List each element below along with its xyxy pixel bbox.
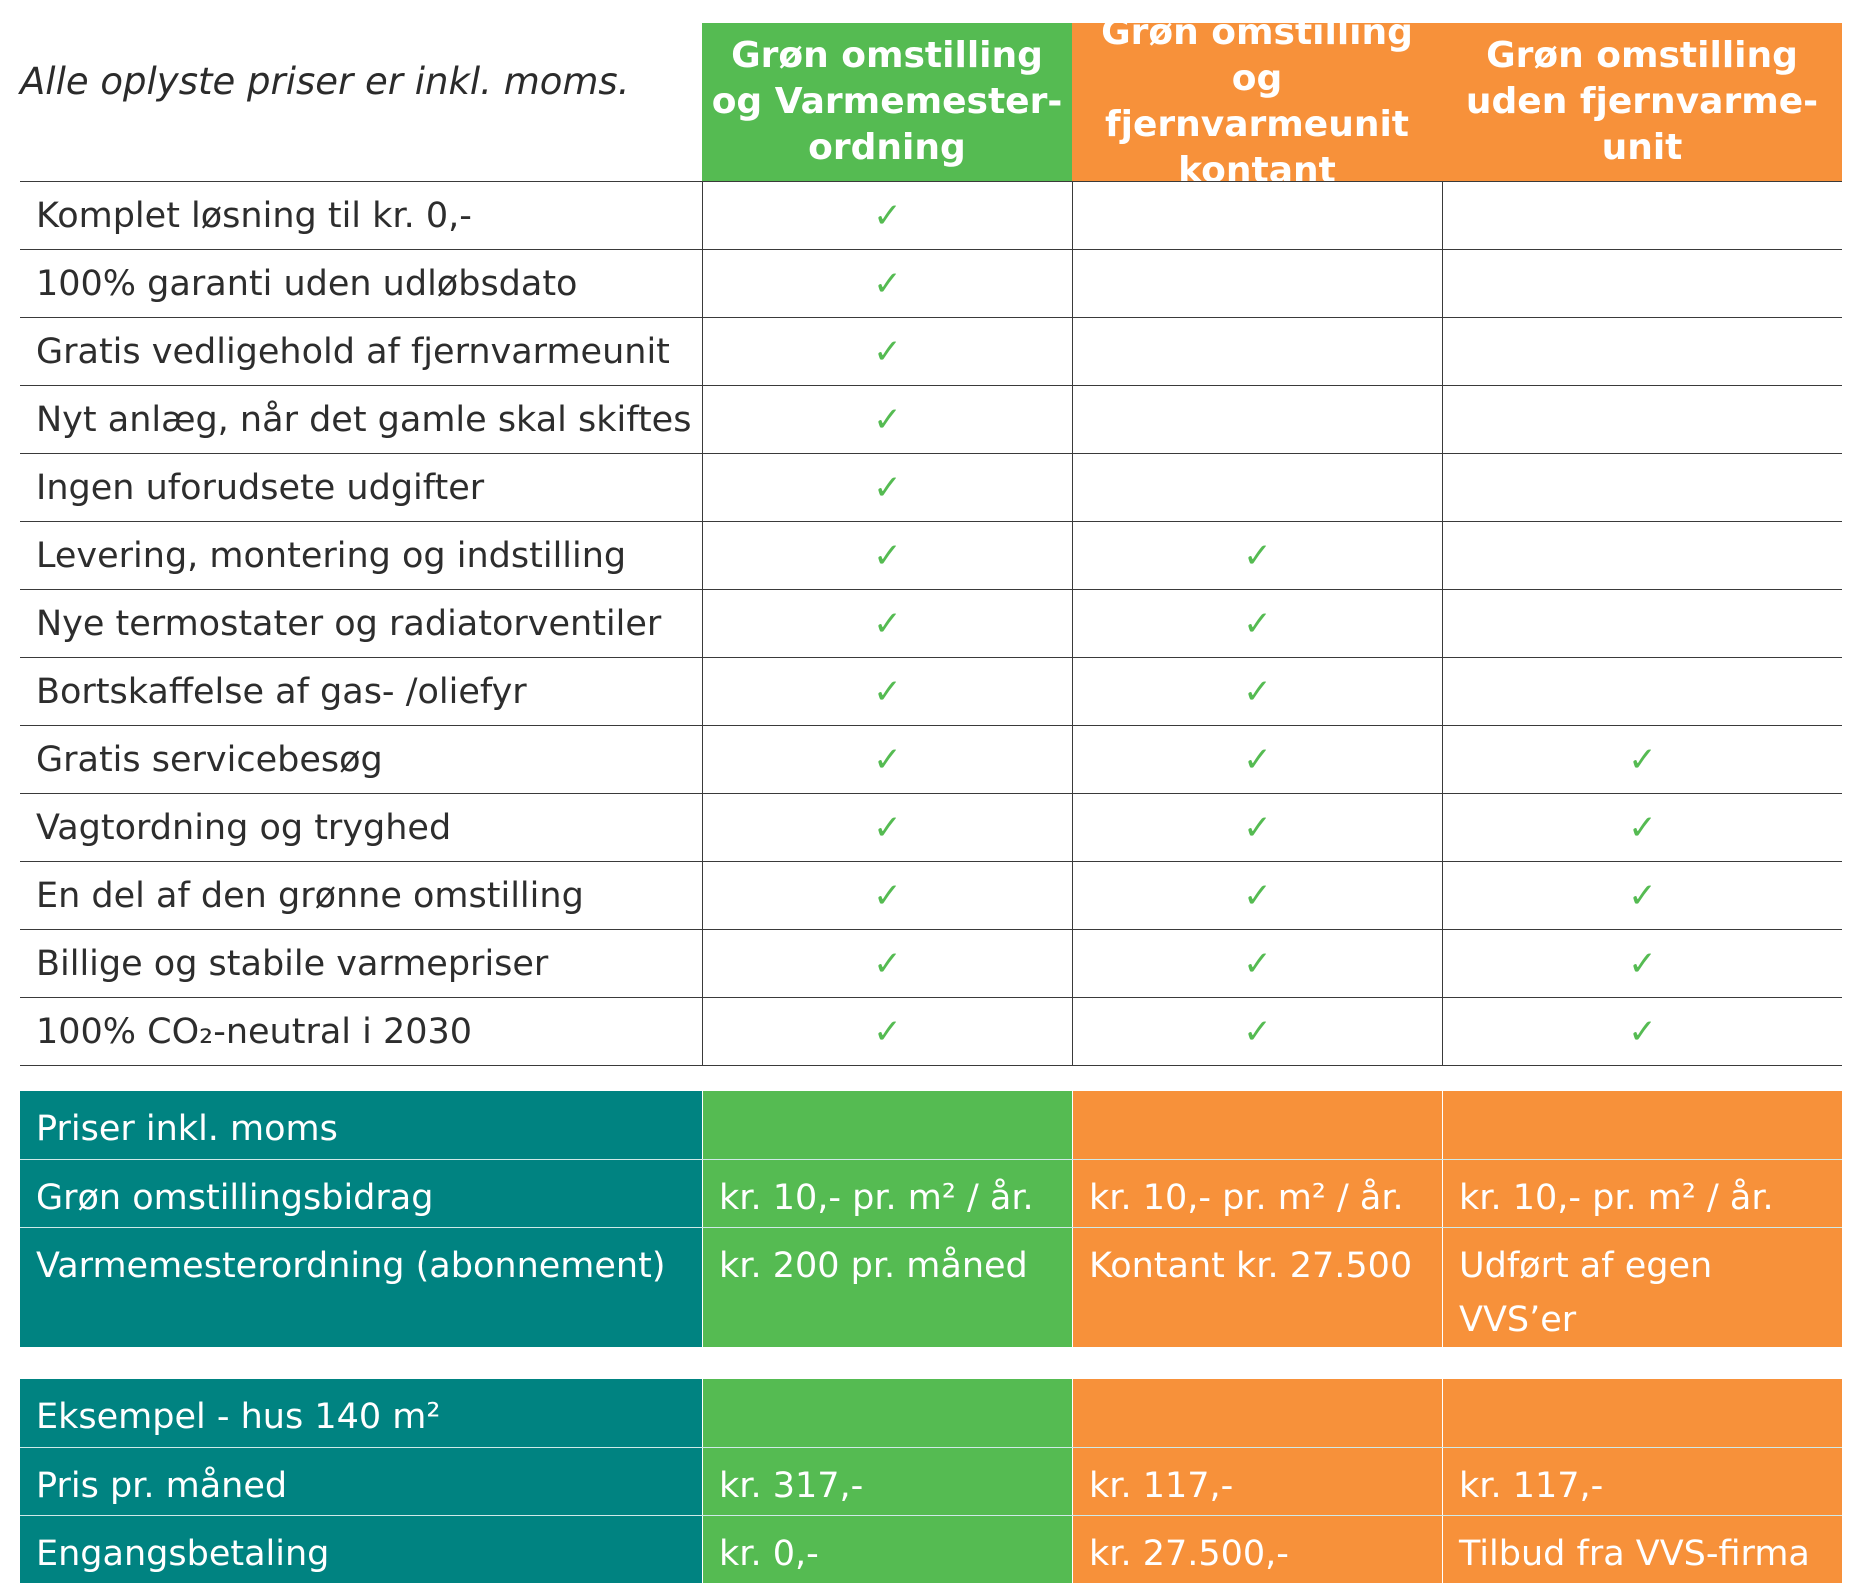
feature-cell [1072,590,1442,657]
prices-row-label: Grøn omstillingsbidrag [20,1160,702,1227]
feature-cell [1442,998,1842,1065]
column-header-line: Grøn omstilling [731,35,1043,76]
feature-cell [702,590,1072,657]
feature-cell [1072,726,1442,793]
checkmark-icon: ✓ [873,467,902,508]
feature-row [20,453,1842,521]
feature-cell [1072,658,1442,725]
checkmark-icon: ✓ [873,195,902,236]
prices-row-label: Varmemesterordning (abonnement) [20,1228,702,1347]
feature-cell [702,998,1072,1065]
feature-cell [1072,522,1442,589]
feature-cell [702,182,1072,249]
column-header-line: unit [1601,127,1683,168]
feature-row [20,249,1842,317]
feature-cell [1442,590,1842,657]
feature-cell [1072,182,1442,249]
prices-row-label: Priser inkl. moms [20,1091,702,1159]
prices-value: kr. 10,- pr. m² / år. [1072,1160,1442,1227]
example-row [20,1379,1842,1447]
checkmark-icon: ✓ [1243,875,1272,916]
checkmark-icon: ✓ [1243,603,1272,644]
vat-note: Alle oplyste priser er inkl. moms. [20,60,630,103]
price-table [20,1091,1842,1347]
feature-row [20,997,1842,1066]
feature-row [20,793,1842,861]
feature-cell [1442,862,1842,929]
feature-label: Vagtordning og tryghed [36,808,452,848]
feature-cell [1072,930,1442,997]
example-row-label: Pris pr. måned [20,1448,702,1515]
prices-value: Kontant kr. 27.500 [1072,1228,1442,1347]
example-row [20,1447,1842,1515]
feature-row [20,725,1842,793]
example-value [1072,1379,1442,1447]
feature-cell [1072,386,1442,453]
feature-cell [702,318,1072,385]
example-value: kr. 117,- [1442,1448,1842,1515]
checkmark-icon: ✓ [1628,943,1657,984]
example-value [702,1379,1072,1447]
feature-label: Nyt anlæg, når det gamle skal skiftes [36,400,692,440]
example-row-label: Engangsbetaling [20,1516,702,1583]
column-header-kontant [1072,12,1442,191]
feature-cell [1442,454,1842,521]
prices-value: Udført af egen VVS’er [1442,1228,1842,1347]
example-row [20,1515,1842,1583]
prices-value [1442,1091,1842,1159]
feature-cell [702,658,1072,725]
feature-row [20,521,1842,589]
feature-cell [1072,454,1442,521]
feature-cell [1442,386,1842,453]
checkmark-icon: ✓ [1628,807,1657,848]
feature-label: Billige og stabile varmepriser [36,944,549,984]
prices-row [20,1159,1842,1227]
feature-cell [702,522,1072,589]
feature-label: 100% CO₂-neutral i 2030 [36,1012,473,1052]
checkmark-icon: ✓ [873,671,902,712]
example-value: kr. 317,- [702,1448,1072,1515]
feature-cell [702,726,1072,793]
column-header-line: og Varmemester- [711,81,1063,122]
checkmark-icon: ✓ [873,603,902,644]
checkmark-icon: ✓ [1628,1011,1657,1052]
checkmark-icon: ✓ [1243,535,1272,576]
feature-label: Bortskaffelse af gas- /oliefyr [36,672,527,712]
checkmark-icon: ✓ [873,1011,902,1052]
feature-cell [702,454,1072,521]
example-value: kr. 0,- [702,1516,1072,1583]
feature-cell [702,386,1072,453]
column-header-line: fjernvarmeunit [1104,104,1410,145]
feature-label: Gratis servicebesøg [36,740,383,780]
feature-cell [1442,726,1842,793]
feature-cell [702,862,1072,929]
example-value: kr. 117,- [1072,1448,1442,1515]
checkmark-icon: ✓ [873,263,902,304]
feature-cell [1072,998,1442,1065]
column-header-uden-unit [1442,23,1842,181]
prices-value: kr. 10,- pr. m² / år. [702,1160,1072,1227]
feature-label: En del af den grønne omstilling [36,876,584,916]
checkmark-icon: ✓ [873,535,902,576]
feature-row [20,317,1842,385]
feature-label: 100% garanti uden udløbsdato [36,264,578,304]
feature-row [20,385,1842,453]
checkmark-icon: ✓ [1243,807,1272,848]
feature-cell [1072,862,1442,929]
checkmark-icon: ✓ [1243,739,1272,780]
feature-cell [1072,250,1442,317]
prices-value [702,1091,1072,1159]
example-table [20,1379,1842,1583]
feature-cell [1442,658,1842,725]
column-header-line: Grøn omstilling og [1101,12,1413,99]
feature-label: Komplet løsning til kr. 0,- [36,196,472,236]
checkmark-icon: ✓ [873,807,902,848]
checkmark-icon: ✓ [873,943,902,984]
feature-table [20,181,1842,1066]
column-header-varmemester [702,23,1072,181]
feature-cell [702,794,1072,861]
prices-value: kr. 200 pr. måned [702,1228,1072,1347]
feature-cell [1442,930,1842,997]
feature-cell [1442,182,1842,249]
prices-row [20,1227,1842,1347]
example-value [1442,1379,1842,1447]
feature-cell [702,930,1072,997]
feature-row [20,861,1842,929]
feature-label: Nye termostater og radiatorventiler [36,604,662,644]
checkmark-icon: ✓ [1243,1011,1272,1052]
checkmark-icon: ✓ [1628,875,1657,916]
checkmark-icon: ✓ [1243,671,1272,712]
checkmark-icon: ✓ [873,875,902,916]
example-row-label: Eksempel - hus 140 m² [20,1379,702,1447]
feature-row [20,181,1842,249]
prices-value [1072,1091,1442,1159]
checkmark-icon: ✓ [873,739,902,780]
feature-cell [1072,794,1442,861]
feature-row [20,929,1842,997]
checkmark-icon: ✓ [1628,739,1657,780]
checkmark-icon: ✓ [873,399,902,440]
feature-row [20,657,1842,725]
feature-row [20,589,1842,657]
column-header-line: ordning [808,127,966,168]
column-header-line: Grøn omstilling [1486,35,1798,76]
prices-row [20,1091,1842,1159]
feature-cell [1442,250,1842,317]
column-header-line: kontant [1178,150,1336,191]
feature-cell [1442,794,1842,861]
prices-value: kr. 10,- pr. m² / år. [1442,1160,1842,1227]
feature-cell [1442,522,1842,589]
example-value: Tilbud fra VVS-firma [1442,1516,1842,1583]
checkmark-icon: ✓ [873,331,902,372]
checkmark-icon: ✓ [1243,943,1272,984]
feature-cell [1442,318,1842,385]
feature-label: Ingen uforudsete udgifter [36,468,485,508]
feature-label: Gratis vedligehold af fjernvarmeunit [36,332,670,372]
column-header-line: uden fjernvarme- [1465,81,1819,122]
example-value: kr. 27.500,- [1072,1516,1442,1583]
feature-label: Levering, montering og indstilling [36,536,627,576]
feature-cell [1072,318,1442,385]
feature-cell [702,250,1072,317]
